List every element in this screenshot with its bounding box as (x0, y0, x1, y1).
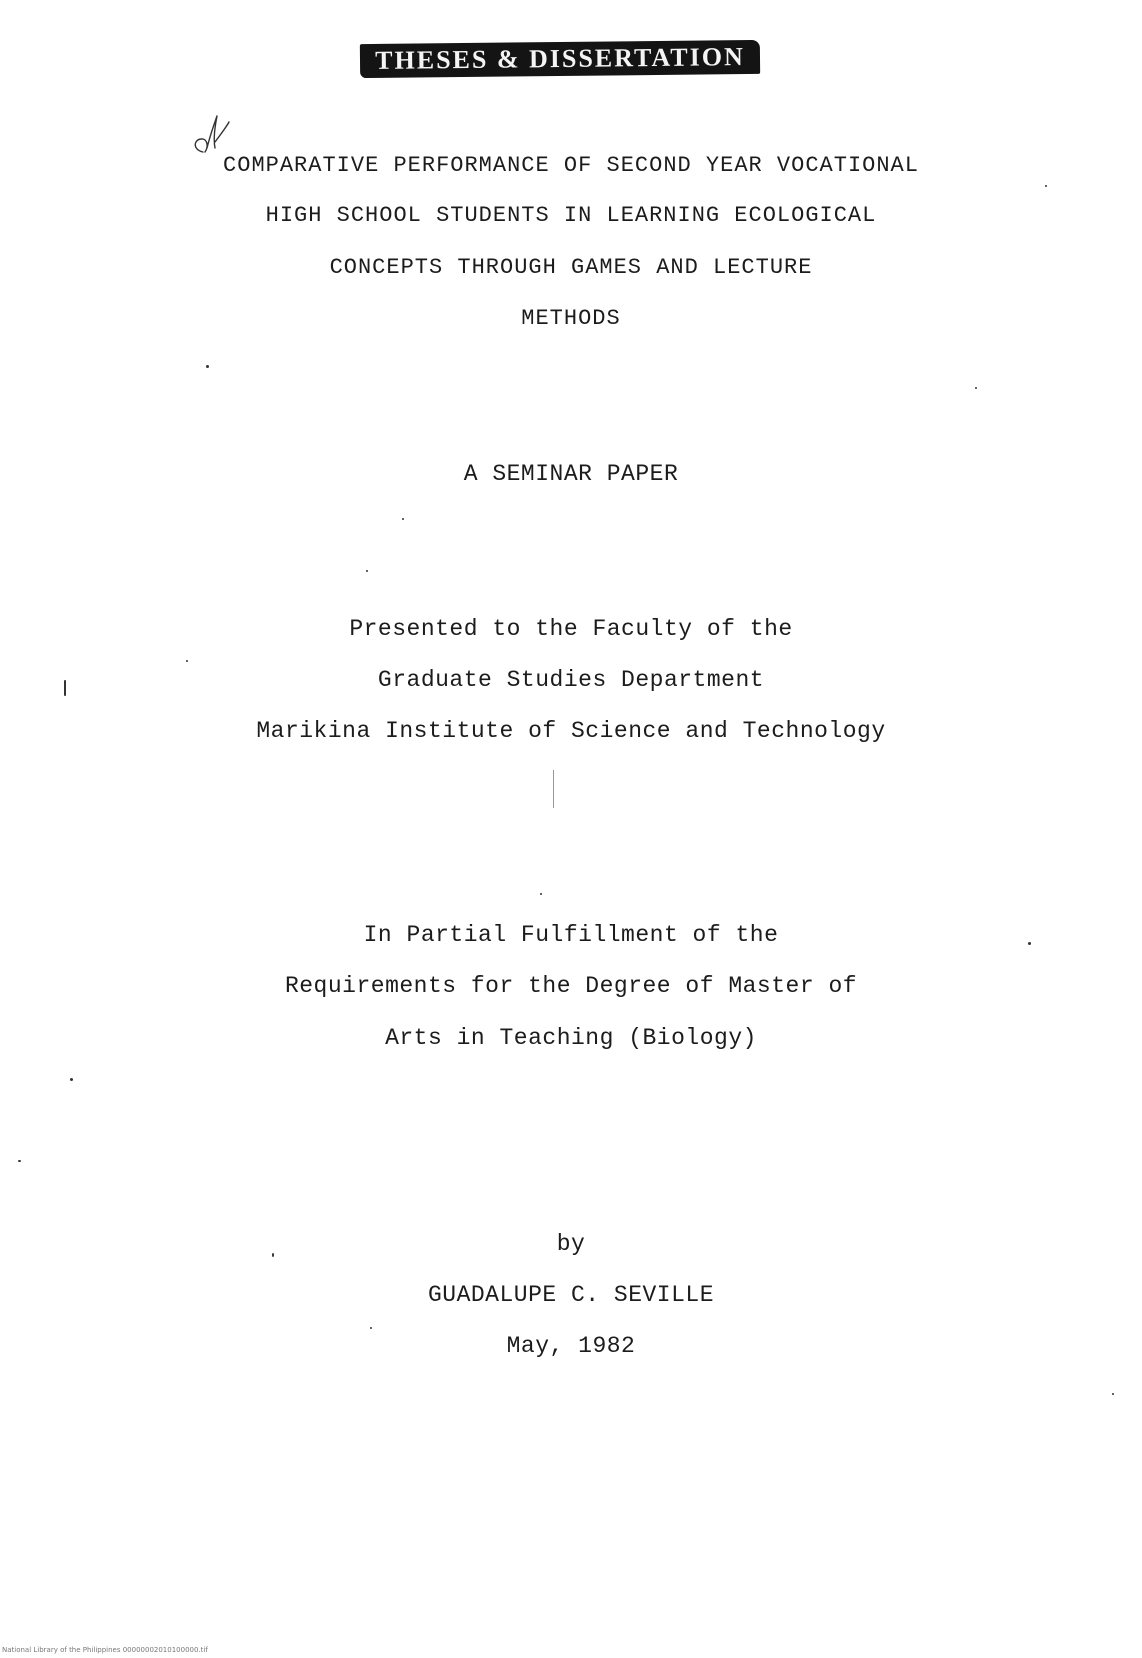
scan-speck (402, 518, 404, 520)
title-line-3: CONCEPTS THROUGH GAMES AND LECTURE (329, 255, 813, 280)
scan-speck (1112, 1393, 1114, 1395)
title-line-2: HIGH SCHOOL STUDENTS IN LEARNING ECOLOGICAL (265, 203, 877, 228)
title-line-4: METHODS (521, 306, 621, 331)
presented-line-3: Marikina Institute of Science and Technology (256, 718, 886, 744)
scan-speck (272, 1253, 274, 1257)
presented-line-1: Presented to the Faculty of the (349, 616, 793, 642)
scan-speck (18, 1160, 21, 1162)
scan-speck (186, 660, 188, 662)
presented-line-2: Graduate Studies Department (377, 667, 765, 693)
fulfillment-line-2: Requirements for the Degree of Master of (284, 973, 858, 999)
scan-speck (553, 770, 554, 808)
paper-type: A SEMINAR PAPER (463, 461, 679, 487)
scan-speck (975, 387, 977, 389)
scan-speck (366, 570, 368, 572)
scan-speck (370, 1327, 372, 1329)
scan-speck (206, 365, 209, 368)
scan-speck (70, 1078, 73, 1081)
footer-source: National Library of the Philippines 00000002010100000.tif (2, 1646, 208, 1654)
scan-speck (1028, 942, 1031, 945)
fulfillment-line-3: Arts in Teaching (Biology) (385, 1025, 757, 1051)
scan-speck (64, 680, 66, 696)
scan-speck (540, 893, 542, 895)
author-name: GUADALUPE C. SEVILLE (427, 1282, 715, 1308)
theses-dissertation-stamp: THESES & DISSERTATION (360, 40, 760, 78)
scan-speck (1045, 185, 1047, 187)
title-line-1: COMPARATIVE PERFORMANCE OF SECOND YEAR VOCATIONAL (223, 153, 919, 178)
date: May, 1982 (506, 1333, 636, 1359)
fulfillment-line-1: In Partial Fulfillment of the (363, 922, 779, 948)
by-label: by (556, 1231, 586, 1257)
